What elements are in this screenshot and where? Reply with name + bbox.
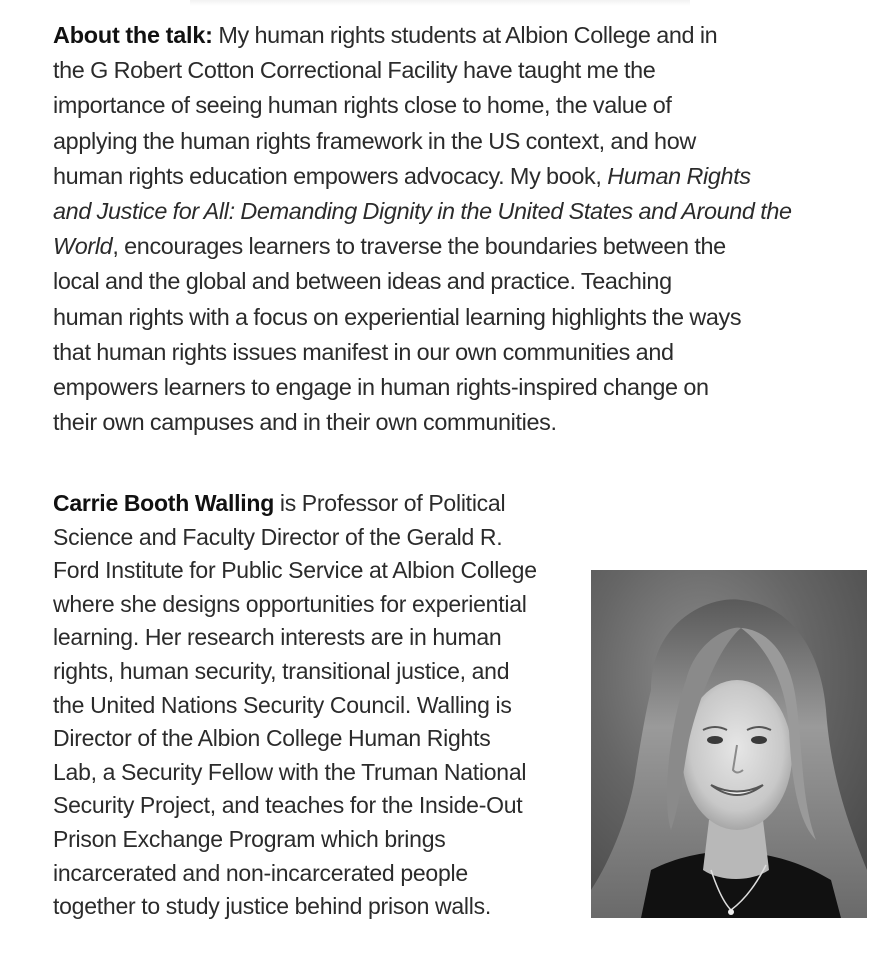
bio-line-4: where she designs opportunities for experiential (53, 590, 527, 617)
bio-line-10: Security Project, and teaches for the Inside-Out (53, 792, 523, 819)
about-line-3: importance of seeing human rights close to home, the value of (53, 92, 672, 119)
about-talk-label: About the talk: (53, 22, 213, 48)
bio-line-13: together to study justice behind prison walls. (53, 893, 492, 920)
about-line-4: applying the human rights framework in the US context, and how (53, 127, 696, 154)
bio-line-6: rights, human security, transitional justice, and (53, 657, 510, 684)
bio-line-11: Prison Exchange Program which brings (53, 825, 446, 852)
speaker-bio-paragraph (53, 487, 578, 924)
bio-line-7: the United Nations Security Council. Walling is (53, 691, 512, 718)
bio-line-12: incarcerated and non-incarcerated people (53, 859, 468, 886)
about-line-10: that human rights issues manifest in our own communities and (53, 338, 674, 365)
about-line-12: their own campuses and in their own communities. (53, 409, 557, 436)
bio-line-9: Lab, a Security Fellow with the Truman National (53, 758, 527, 785)
about-the-talk-paragraph (53, 18, 843, 440)
about-line-9: human rights with a focus on experiential learning highlights the ways (53, 303, 742, 330)
bio-line-5: learning. Her research interests are in human (53, 624, 502, 651)
speaker-name: Carrie Booth Walling (53, 490, 274, 516)
book-title-part-3: World (53, 233, 113, 260)
portrait-illustration (591, 570, 867, 918)
speaker-portrait-photo (591, 570, 867, 918)
bio-line-1: Carrie Booth Walling is Professor of Political (53, 490, 506, 516)
about-line-1: About the talk: My human rights students at Albion College and in (53, 22, 718, 48)
about-line-5: human rights education empowers advocacy. My book, Human Rights (53, 162, 751, 189)
about-line-7: World, encourages learners to traverse the boundaries between the (53, 233, 726, 260)
book-title-part-1: Human Rights (607, 162, 751, 189)
about-line-2: the G Robert Cotton Correctional Facility have taught me the (53, 57, 656, 84)
book-title-part-2: and Justice for All: Demanding Dignity in the United States and Around the (53, 198, 792, 225)
bio-line-2: Science and Faculty Director of the Gerald R. (53, 523, 503, 550)
about-line-8: local and the global and between ideas and practice. Teaching (53, 268, 672, 295)
bio-line-3: Ford Institute for Public Service at Albion College (53, 557, 537, 584)
about-line-11: empowers learners to engage in human rights-inspired change on (53, 374, 709, 401)
top-edge-fade (190, 0, 690, 6)
bio-line-8: Director of the Albion College Human Rights (53, 725, 491, 752)
